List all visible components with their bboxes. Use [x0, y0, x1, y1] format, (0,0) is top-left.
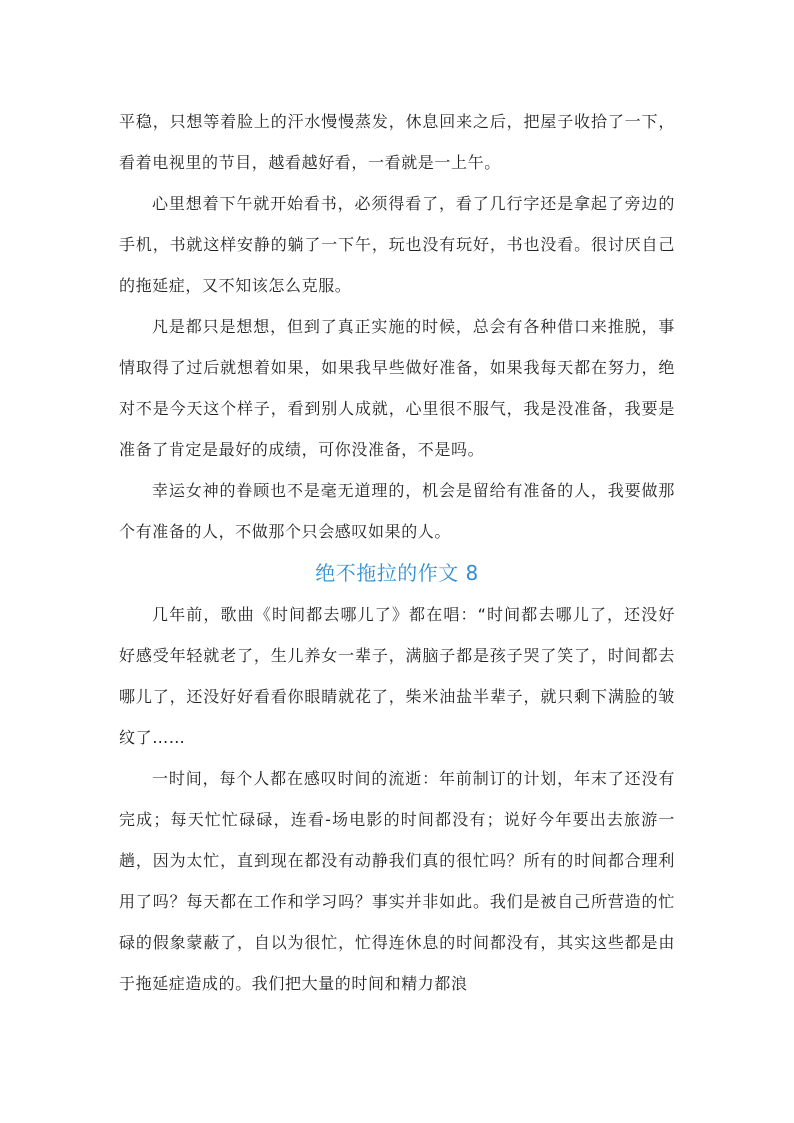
paragraph: 幸运女神的眷顾也不是毫无道理的，机会是留给有准备的人，我要做那个有准备的人，不做那个只会感叹如果的人。 [119, 481, 675, 541]
paragraph: 一时间，每个人都在感叹时间的流逝：年前制订的计划，年末了还没有完成；每天忙忙碌碌，连看-场电影的时间都没有；说好今年要出去旅游一趟，因为太忙，直到现在都没有动静我们真的很忙吗？所有的时间都合理利用了吗？每天都在工作和学习吗？事实并非如此。我们是被自己所营造的忙碌的假象蒙蔽了，自以为很忙，忙得连休息的时间都没有，其实这些都是由于拖延症造成的。我们把大量的时间和精力都浪 [119, 769, 675, 993]
paragraph: 凡是都只是想想，但到了真正实施的时候，总会有各种借口来推脱，事情取得了过后就想着如果，如果我早些做好准备，如果我每天都在努力，绝对不是今天这个样子，看到别人成就，心里很不服气，我是没准备，我要是准备了肯定是最好的成绩，可你没准备，不是吗。 [119, 317, 675, 459]
paragraph: 心里想着下午就开始看书，必须得看了，看了几行字还是拿起了旁边的手机，书就这样安静的躺了一下午，玩也没有玩好，书也没看。很讨厌自己的拖延症，又不知该怎么克服。 [119, 194, 675, 295]
paragraph: 几年前，歌曲《时间都去哪儿了》都在唱：“时间都去哪儿了，还没好好感受年轻就老了，生儿养女一辈子，满脑子都是孩子哭了笑了，时间都去哪儿了，还没好好看看你眼睛就花了，柴米油盐半辈子，就只剩下满脸的皱纹了…… [119, 605, 675, 747]
document-body [119, 101, 675, 1004]
paragraph: 平稳，只想等着脸上的汗水慢慢蒸发，休息回来之后，把屋子收拾了一下，看着电视里的节目，越看越好看，一看就是一上午。 [119, 112, 675, 172]
section-heading: 绝不拖拉的作文 8 [315, 561, 479, 585]
